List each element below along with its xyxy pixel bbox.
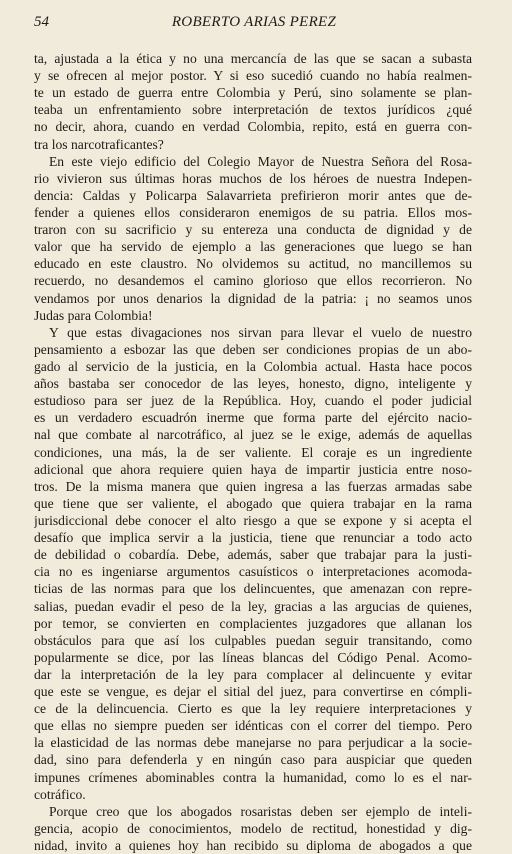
- text-line: años bastaba ser conocedor de las leyes, honesto, digno, inteligente y: [34, 376, 472, 392]
- text-line: que ellas no siempre pueden ser idénticas con el correr del tiempo. Pero: [34, 718, 472, 734]
- text-line: salias, puedan evadir el peso de la ley, gracias a las argucias de quienes,: [34, 598, 472, 614]
- text-line: ce de la delincuencia. Cierto es que la ley requiere interpretaciones y: [34, 701, 472, 717]
- text-line: nidad, invito a quienes hoy han recibido su diploma de abogados a que: [34, 838, 472, 854]
- text-line: ticias de las normas para que los delincuentes, que amenazan con repre-: [34, 581, 472, 597]
- text-line: es un verdadero escuadrón inerme que forma parte del ejército nacio-: [34, 410, 472, 426]
- text-line: valor que ha servido de ejemplo a las generaciones que luego se han: [34, 239, 472, 255]
- text-line: tra los narcotraficantes?: [34, 136, 164, 152]
- text-line: rio vivieron sus últimas horas muchos de los héroes de nuestra Indepen-: [34, 170, 472, 186]
- text-line: la elasticidad de las normas debe manejarse no para perjudicar a la socie-: [34, 735, 472, 751]
- text-line: ta, ajustada a la ética y no una mercancía de las que se sacan a subasta: [34, 51, 472, 66]
- text-line: de debilidad o cobardía. Debe, además, saber que trabajar para la justi-: [34, 547, 472, 563]
- text-line: pensamiento a esbozar las que deben ser condiciones propias de un abo-: [34, 341, 472, 357]
- text-line: teaba un enfrentamiento sobre interpretación de textos jurídicos ¿qué: [34, 102, 472, 118]
- text-line: por temor, se convierten en complacientes juzgadores que allanan los: [34, 615, 472, 631]
- text-line: obstáculos para que así los culpables puedan seguir transitando, como: [34, 632, 472, 648]
- paragraph-first-line: En este viejo edificio del Colegio Mayor de Nuestra Señora del Rosa-: [49, 153, 472, 169]
- text-line: dar la interpretación de la ley para complacer al delincuente y evitar: [34, 666, 472, 682]
- page-number: 54: [34, 14, 49, 30]
- text-line: gado al servicio de la justicia, en la Colombia actual. Hasta hace pocos: [34, 358, 472, 374]
- text-line: desafío que implica servir a la justicia, tiene que renunciar a todo acto: [34, 530, 472, 546]
- text-line: popularmente se dice, por las líneas blancas del Código Penal. Acomo-: [34, 649, 472, 665]
- body-text: [34, 50, 472, 854]
- text-line: estudioso para ser juez de la República. Hoy, cuando el poder judicial: [34, 393, 472, 409]
- page-header: [34, 14, 474, 34]
- text-line: cia no es ingeniarse argumentos casuísticos o interpretaciones acomoda-: [34, 564, 472, 580]
- text-line: vendamos por unos denarios la dignidad de la patria: ¡ no seamos unos: [34, 290, 472, 306]
- text-line: adicional que ahora requiere quien haya de impartir justicia entre noso-: [34, 461, 472, 477]
- text-line: no decir, ahora, cuando en verdad Colombia, repito, está en guerra con-: [34, 119, 472, 135]
- text-line: cotráfico.: [34, 786, 86, 802]
- text-line: tros. De la misma manera que quien ingresa a las fuerzas armadas sabe: [34, 478, 472, 494]
- text-line: fender a quienes ellos consideraron enemigos de su patria. Ellos mos-: [34, 204, 472, 220]
- text-line: dad, sino para defenderla y en ningún caso para auspiciar que queden: [34, 752, 472, 768]
- text-line: que tiene que ser valiente, el abogado que quiera trabajar en la rama: [34, 495, 472, 511]
- text-line: Judas para Colombia!: [34, 307, 153, 323]
- text-line: dencia: Caldas y Policarpa Salavarrieta prefirieron morir antes que de-: [34, 187, 472, 203]
- running-head: ROBERTO ARIAS PEREZ: [171, 14, 337, 30]
- text-line: jurisdiccional debe conocer el alto riesgo a que se expone y si acepta el: [34, 512, 472, 528]
- text-line: educado en este claustro. No olvidemos su actitud, no mancillemos su: [34, 256, 472, 272]
- text-line: gencia, acopio de conocimientos, modelo de rectitud, honestidad y dig-: [34, 820, 472, 836]
- text-line: condiciones, una más, la de ser valiente. El coraje es un ingrediente: [34, 444, 472, 460]
- text-line: recuerdo, no desandemos el camino glorioso que ellos recorrieron. No: [34, 273, 472, 289]
- text-line: nal que combate al narcotráfico, al juez se le exige, además de aquellas: [34, 427, 472, 443]
- paragraph-first-line: Porque creo que los abogados rosaristas deben ser ejemplo de inteli-: [49, 803, 472, 819]
- text-line: te un estado de guerra entre Colombia y Perú, sino solamente se plan-: [34, 85, 472, 101]
- text-line: impunes crímenes abominables contra la humanidad, como lo es el nar-: [34, 769, 472, 785]
- text-line: que este se vengue, es dejar el sitial del juez, para convertirse en cómpli-: [34, 684, 472, 700]
- text-line: traron con su sacrificio y su entereza una conducta de dignidad y de: [34, 222, 472, 238]
- paragraph-first-line: Y que estas divagaciones nos sirvan para llevar el vuelo de nuestro: [49, 324, 472, 340]
- text-line: y se ofrecen al mejor postor. Y si eso sucedió cuando no había realmen-: [34, 68, 472, 84]
